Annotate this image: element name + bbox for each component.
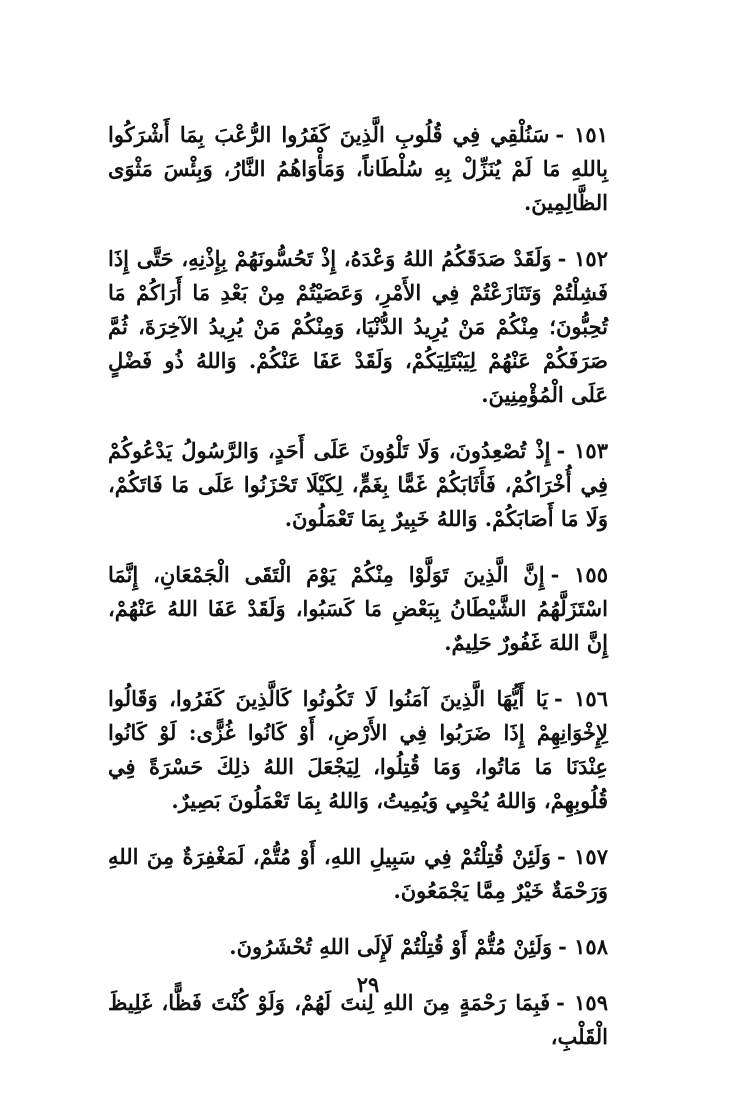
verse-155 (108, 558, 608, 660)
verse-number: ١٥١ - (555, 122, 608, 147)
verse-156 (108, 682, 608, 818)
verse-text: سَنُلْقِي فِي قُلُوبِ الَّذِينَ كَفَرُوا الرُّعْبَ بِمَا أَشْرَكُوا بِاللهِ مَا لَمْ يُنَزِّلْ بِهِ سُلْطَاناً، وَمَأْوَاهُمُ النَّارُ، وَبِئْسَ مَثْوَى الظَّالِمِينَ. (108, 122, 608, 215)
verse-text: وَلَئِنْ مُتُّمْ أَوْ قُتِلْتُمْ لَإِلَى اللهِ تُحْشَرُونَ. (229, 934, 553, 959)
verse-text: إِذْ تُصْعِدُونَ، وَلَا تَلْوُونَ عَلَى أَحَدٍ، وَالرَّسُولُ يَدْعُوكُمْ فِي أُخْرَاكُمْ، فَأَثَابَكُمْ غَمًّا بِغَمٍّ، لِكَيْلَا تَحْزَنُوا عَلَى مَا فَاتَكُمْ، وَلَا مَا أَصَابَكُمْ. وَاللهُ خَبِيرٌ بِمَا تَعْمَلُونَ. (108, 438, 608, 531)
verse-number: ١٥٨ - (558, 934, 608, 959)
verse-text: وَلَئِنْ قُتِلْتُمْ فِي سَبِيلِ اللهِ، أَوْ مُتُّمْ، لَمَغْفِرَةٌ مِنَ اللهِ وَرَحْمَةٌ خَيْرٌ مِمَّا يَجْمَعُونَ. (108, 844, 608, 903)
verse-text: إِنَّ الَّذِينَ تَوَلَّوْا مِنْكُمْ يَوْمَ الْتَقَى الْجَمْعَانِ، إِنَّمَا اسْتَزَلَّهُمُ الشَّيْطَانُ بِبَعْضِ مَا كَسَبُوا، وَلَقَدْ عَفَا اللهُ عَنْهُمْ، إِنَّ اللهَ غَفُورٌ حَلِيمٌ. (108, 562, 608, 655)
verse-number: ١٥٩ - (556, 990, 608, 1015)
verse-text: فَبِمَا رَحْمَةٍ مِنَ اللهِ لِنتَ لَهُمْ، وَلَوْ كُنْتَ فَظًّا، غَلِيظَ الْقَلْبِ، (108, 990, 608, 1049)
verse-number: ١٥٢ - (557, 246, 608, 271)
verse-text: يَا أَيُّهَا الَّذِينَ آمَنُوا لَا تَكُونُوا كَالَّذِينَ كَفَرُوا، وَقَالُوا لِإِخْوَانِهِمْ إِذَا ضَرَبُوا فِي الأَرْضِ، أَوْ كَانُوا غُزًّى: لَوْ كَانُوا عِنْدَنَا مَا مَاتُوا، وَمَا قُتِلُوا، لِيَجْعَلَ اللهُ ذلِكَ حَسْرَةً فِي قُلُوبِهِمْ، وَاللهُ يُحْيِي وَيُمِيتُ، وَاللهُ بِمَا تَعْمَلُونَ بَصِيرٌ. (108, 686, 608, 813)
verse-text: وَلَقَدْ صَدَقَكُمُ اللهُ وَعْدَهُ، إِذْ تَحُسُّونَهُمْ بِإِذْنِهِ، حَتَّى إِذَا فَشِلْتُمْ وَتَنَازَعْتُمْ فِي الأَمْرِ، وَعَصَيْتُمْ مِنْ بَعْدِ مَا أَرَاكُمْ مَا تُحِبُّونَ؛ مِنْكُمْ مَنْ يُرِيدُ الدُّنْيَا، وَمِنْكُمْ مَنْ يُرِيدُ الآخِرَةَ، ثُمَّ صَرَفَكُمْ عَنْهُمْ لِيَبْتَلِيَكُمْ، وَلَقَدْ عَفَا عَنْكُمْ. وَاللهُ ذُو فَضْلٍ عَلَى الْمُؤْمِنِينَ. (108, 246, 608, 407)
verse-153 (108, 434, 608, 536)
verse-number: ١٥٣ - (556, 438, 608, 463)
verse-list (108, 118, 608, 1054)
page-number: ٢٩ (356, 972, 380, 997)
verse-number: ١٥٦ - (553, 686, 608, 711)
verse-number: ١٥٧ - (557, 844, 608, 869)
verse-number: ١٥٥ - (550, 562, 608, 587)
verse-152 (108, 242, 608, 412)
verse-151 (108, 118, 608, 220)
verse-158 (108, 930, 608, 964)
verse-157 (108, 840, 608, 908)
